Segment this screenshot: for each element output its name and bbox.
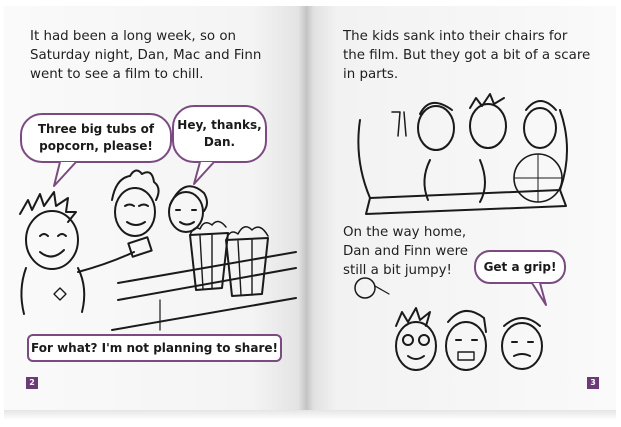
page-number-right: 3 — [587, 377, 599, 389]
speech-bubble-thanks: Hey, thanks, Dan. — [172, 105, 267, 163]
page-number-left: 2 — [26, 377, 38, 389]
right-narration-top: The kids sank into their chairs for the film. But they got a bit of a scare in parts. — [343, 29, 591, 82]
right-narration-bottom: On the way home, Dan and Finn were still a bit jumpy! — [343, 225, 469, 278]
speech-bubble-grip: Get a grip! — [474, 250, 566, 284]
speech-bubble-share: For what? I'm not planning to share! — [27, 334, 282, 362]
book-shadow — [4, 410, 616, 420]
speech-bubble-popcorn: Three big tubs of popcorn, please! — [20, 113, 172, 163]
left-narration: It had been a long week, so on Saturday night, Dan, Mac and Finn went to see a film to chill. — [30, 29, 262, 82]
